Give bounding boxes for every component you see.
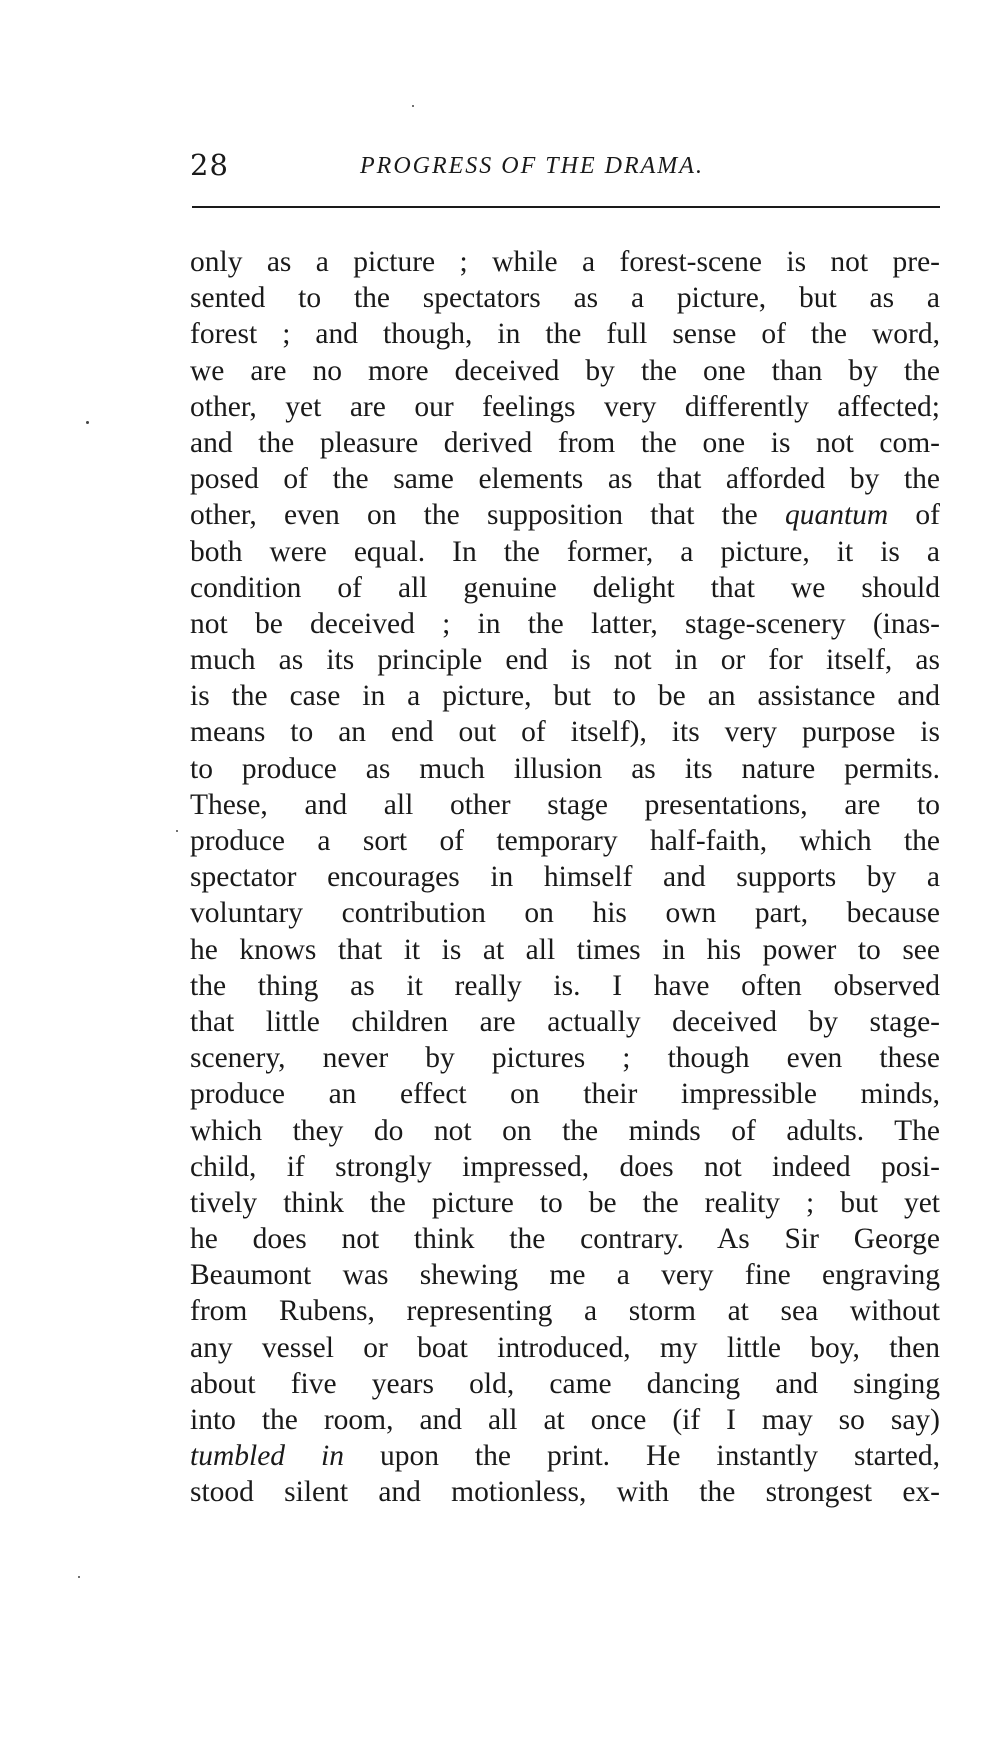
text-segment: into the room, and all at once (if I may so say) (190, 1404, 940, 1436)
text-segment: sented to the spectators as a picture, but as a (190, 282, 940, 315)
italic-text: tumbled in (190, 1440, 344, 1473)
text-segment: much as its principle end is not in or for itself, as (190, 644, 940, 677)
text-line (190, 642, 940, 678)
text-segment: to produce as much illusion as its nature permits. (190, 752, 940, 785)
text-segment: we are no more deceived by the one than by the (190, 354, 940, 387)
text-segment: is the case in a picture, but to be an assistance and (190, 680, 940, 713)
text-line (190, 714, 940, 750)
text-line (190, 389, 940, 425)
text-segment: upon the print. He instantly started, (343, 1440, 940, 1473)
text-segment: posed of the same elements as that afforded by the (190, 463, 940, 496)
text-segment: produce a sort of temporary half-faith, which the (190, 825, 940, 857)
text-line (190, 534, 940, 570)
print-speck (176, 830, 178, 832)
text-line (190, 1076, 940, 1112)
text-line (190, 1149, 940, 1185)
text-line (190, 1004, 940, 1040)
text-segment: he does not think the contrary. As Sir George (190, 1223, 940, 1256)
text-line (190, 1366, 940, 1402)
text-line (190, 751, 940, 787)
italic-text: quantum (784, 499, 889, 532)
text-segment: that little children are actually deceived by stage- (190, 1005, 940, 1038)
text-segment: any vessel or boat introduced, my little boy, then (190, 1331, 940, 1364)
text-line (190, 316, 940, 352)
text-line (190, 1330, 940, 1366)
text-line (190, 678, 940, 714)
text-line (190, 895, 940, 931)
text-line (190, 1293, 940, 1329)
text-line (190, 606, 940, 642)
text-segment: produce an effect on their impressible minds, (190, 1078, 940, 1111)
text-segment: the thing as it really is. I have often observed (190, 969, 940, 1002)
text-line (190, 1113, 940, 1149)
text-segment: scenery, never by pictures ; though even these (190, 1042, 940, 1075)
text-line (190, 353, 940, 389)
text-segment: tively think the picture to be the reality ; but yet (190, 1186, 940, 1219)
text-line (190, 425, 940, 461)
text-line (190, 932, 940, 968)
text-segment: means to an end out of itself), its very purpose is (190, 716, 940, 749)
running-title: PROGRESS OF THE DRAMA. (360, 153, 704, 179)
text-segment: and the pleasure derived from the one is not com- (190, 426, 940, 459)
text-segment: only as a picture ; while a forest-scene is not pre- (190, 246, 940, 278)
page-header (190, 148, 940, 188)
text-segment: condition of all genuine delight that we should (190, 571, 940, 604)
text-segment: stood silent and motionless, with the strongest ex- (190, 1476, 940, 1509)
text-segment: he knows that it is at all times in his power to see (190, 933, 940, 966)
text-line (190, 244, 940, 280)
text-segment: both were equal. In the former, a picture, it is a (190, 535, 940, 568)
text-line (190, 1438, 940, 1474)
text-line (190, 497, 940, 533)
body-text (190, 244, 940, 1511)
text-line (190, 461, 940, 497)
text-line (190, 1185, 940, 1221)
text-segment: not be deceived ; in the latter, stage-scenery (inas- (190, 607, 940, 640)
text-line (190, 823, 940, 859)
text-segment: of (888, 499, 941, 532)
text-segment: forest ; and though, in the full sense of the word, (190, 318, 940, 351)
text-segment: which they do not on the minds of adults. The (190, 1114, 940, 1147)
print-speck (86, 421, 89, 424)
page-number: 28 (190, 148, 229, 182)
text-segment: spectator encourages in himself and supports by a (190, 861, 940, 894)
text-line (190, 859, 940, 895)
text-segment: Beaumont was shewing me a very fine engraving (190, 1259, 940, 1292)
print-speck (412, 105, 414, 107)
header-rule (192, 206, 940, 208)
text-segment: voluntary contribution on his own part, because (190, 897, 940, 930)
text-segment: from Rubens, representing a storm at sea without (190, 1295, 940, 1328)
text-segment: These, and all other stage presentations, are to (190, 788, 940, 821)
text-line (190, 570, 940, 606)
text-line (190, 787, 940, 823)
text-line (190, 280, 940, 316)
text-line (190, 1040, 940, 1076)
text-line (190, 1257, 940, 1293)
text-segment: child, if strongly impressed, does not indeed posi- (190, 1150, 940, 1183)
print-speck (78, 1576, 80, 1578)
text-segment: other, yet are our feelings very differently affected; (190, 390, 940, 423)
text-line (190, 968, 940, 1004)
text-line (190, 1221, 940, 1257)
text-segment: other, even on the supposition that the (190, 499, 785, 532)
text-line (190, 1402, 940, 1438)
text-segment: about five years old, came dancing and singing (190, 1367, 940, 1400)
text-line (190, 1474, 940, 1510)
